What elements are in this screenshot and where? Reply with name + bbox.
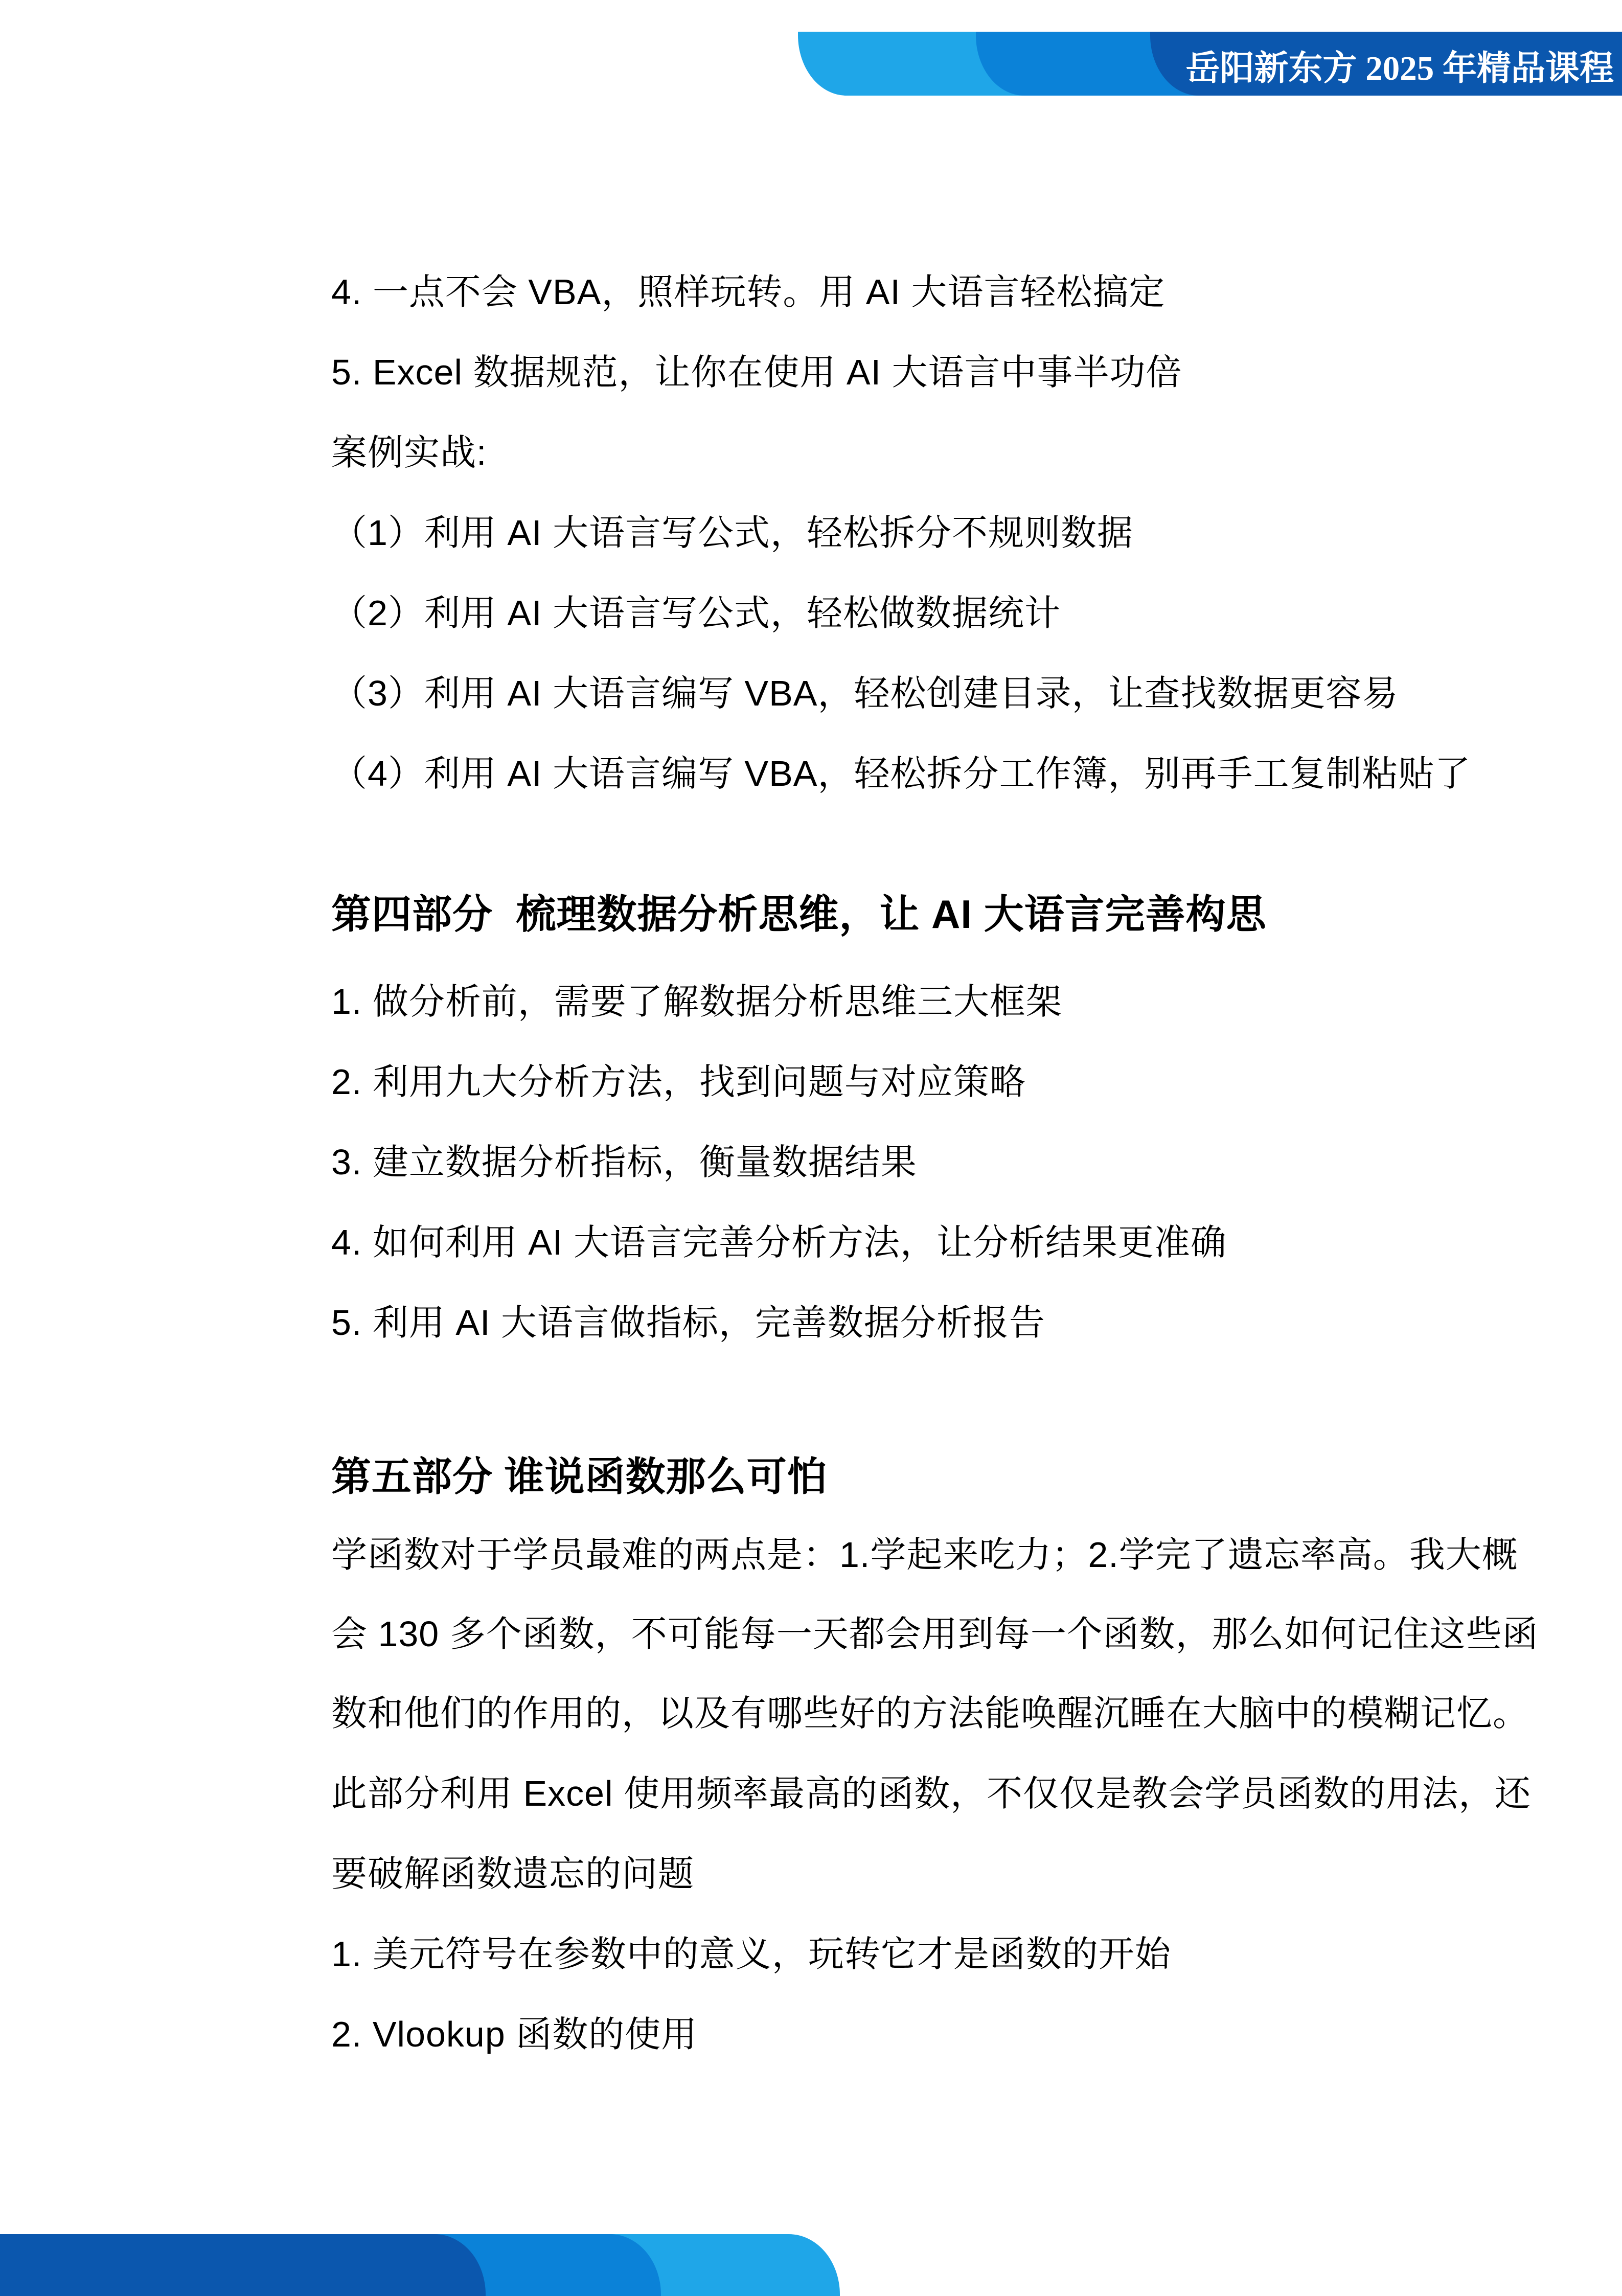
section5-heading: 第五部分 谁说函数那么可怕 bbox=[331, 1454, 828, 1499]
paragraph-line: 学函数对于学员最难的两点是：1.学起来吃力；2.学完了遗忘率高。我大概 bbox=[331, 1535, 1518, 1575]
paragraph-line: 会 130 多个函数，不可能每一天都会用到每一个函数，那么如何记住这些函 bbox=[331, 1614, 1539, 1654]
case-practice-label: 案例实战: bbox=[331, 433, 487, 472]
course-item-line: 5. Excel 数据规范，让你在使用 AI 大语言中事半功倍 bbox=[331, 352, 1182, 392]
course-item-line: 2. 利用九大分析方法，找到问题与对应策略 bbox=[331, 1062, 1026, 1102]
course-item-line: 1. 美元符号在参数中的意义，玩转它才是函数的开始 bbox=[331, 1934, 1171, 1974]
course-item-line: 4. 一点不会 VBA，照样玩转。用 AI 大语言轻松搞定 bbox=[331, 272, 1166, 312]
footer-ribbon-dark-layer bbox=[0, 2234, 486, 2296]
section4-heading: 第四部分 梳理数据分析思维，让 AI 大语言完善构思 bbox=[331, 892, 1267, 937]
course-item-line: 5. 利用 AI 大语言做指标，完善数据分析报告 bbox=[331, 1303, 1045, 1343]
paragraph-line: 此部分利用 Excel 使用频率最高的函数，不仅仅是教会学员函数的用法，还 bbox=[331, 1774, 1532, 1813]
paragraph-line: 要破解函数遗忘的问题 bbox=[331, 1854, 694, 1894]
course-item-line: 1. 做分析前，需要了解数据分析思维三大框架 bbox=[331, 982, 1062, 1021]
header-ribbon-dark-layer bbox=[1150, 32, 1622, 96]
paragraph-line: 数和他们的作用的，以及有哪些好的方法能唤醒沉睡在大脑中的模糊记忆。 bbox=[331, 1693, 1529, 1733]
case-item-line: （1）利用 AI 大语言写公式，轻松拆分不规则数据 bbox=[331, 513, 1133, 553]
case-item-line: （2）利用 AI 大语言写公式，轻松做数据统计 bbox=[331, 593, 1061, 633]
case-item-line: （4）利用 AI 大语言编写 VBA，轻松拆分工作簿，别再手工复制粘贴了 bbox=[331, 754, 1471, 793]
course-item-line: 4. 如何利用 AI 大语言完善分析方法，让分析结果更准确 bbox=[331, 1222, 1227, 1262]
course-item-line: 2. Vlookup 函数的使用 bbox=[331, 2014, 698, 2054]
header-ribbon-title: 岳阳新东方 2025 年精品课程 bbox=[1185, 49, 1614, 87]
course-item-line: 3. 建立数据分析指标，衡量数据结果 bbox=[331, 1142, 917, 1182]
case-item-line: （3）利用 AI 大语言编写 VBA，轻松创建目录，让查找数据更容易 bbox=[331, 673, 1399, 713]
